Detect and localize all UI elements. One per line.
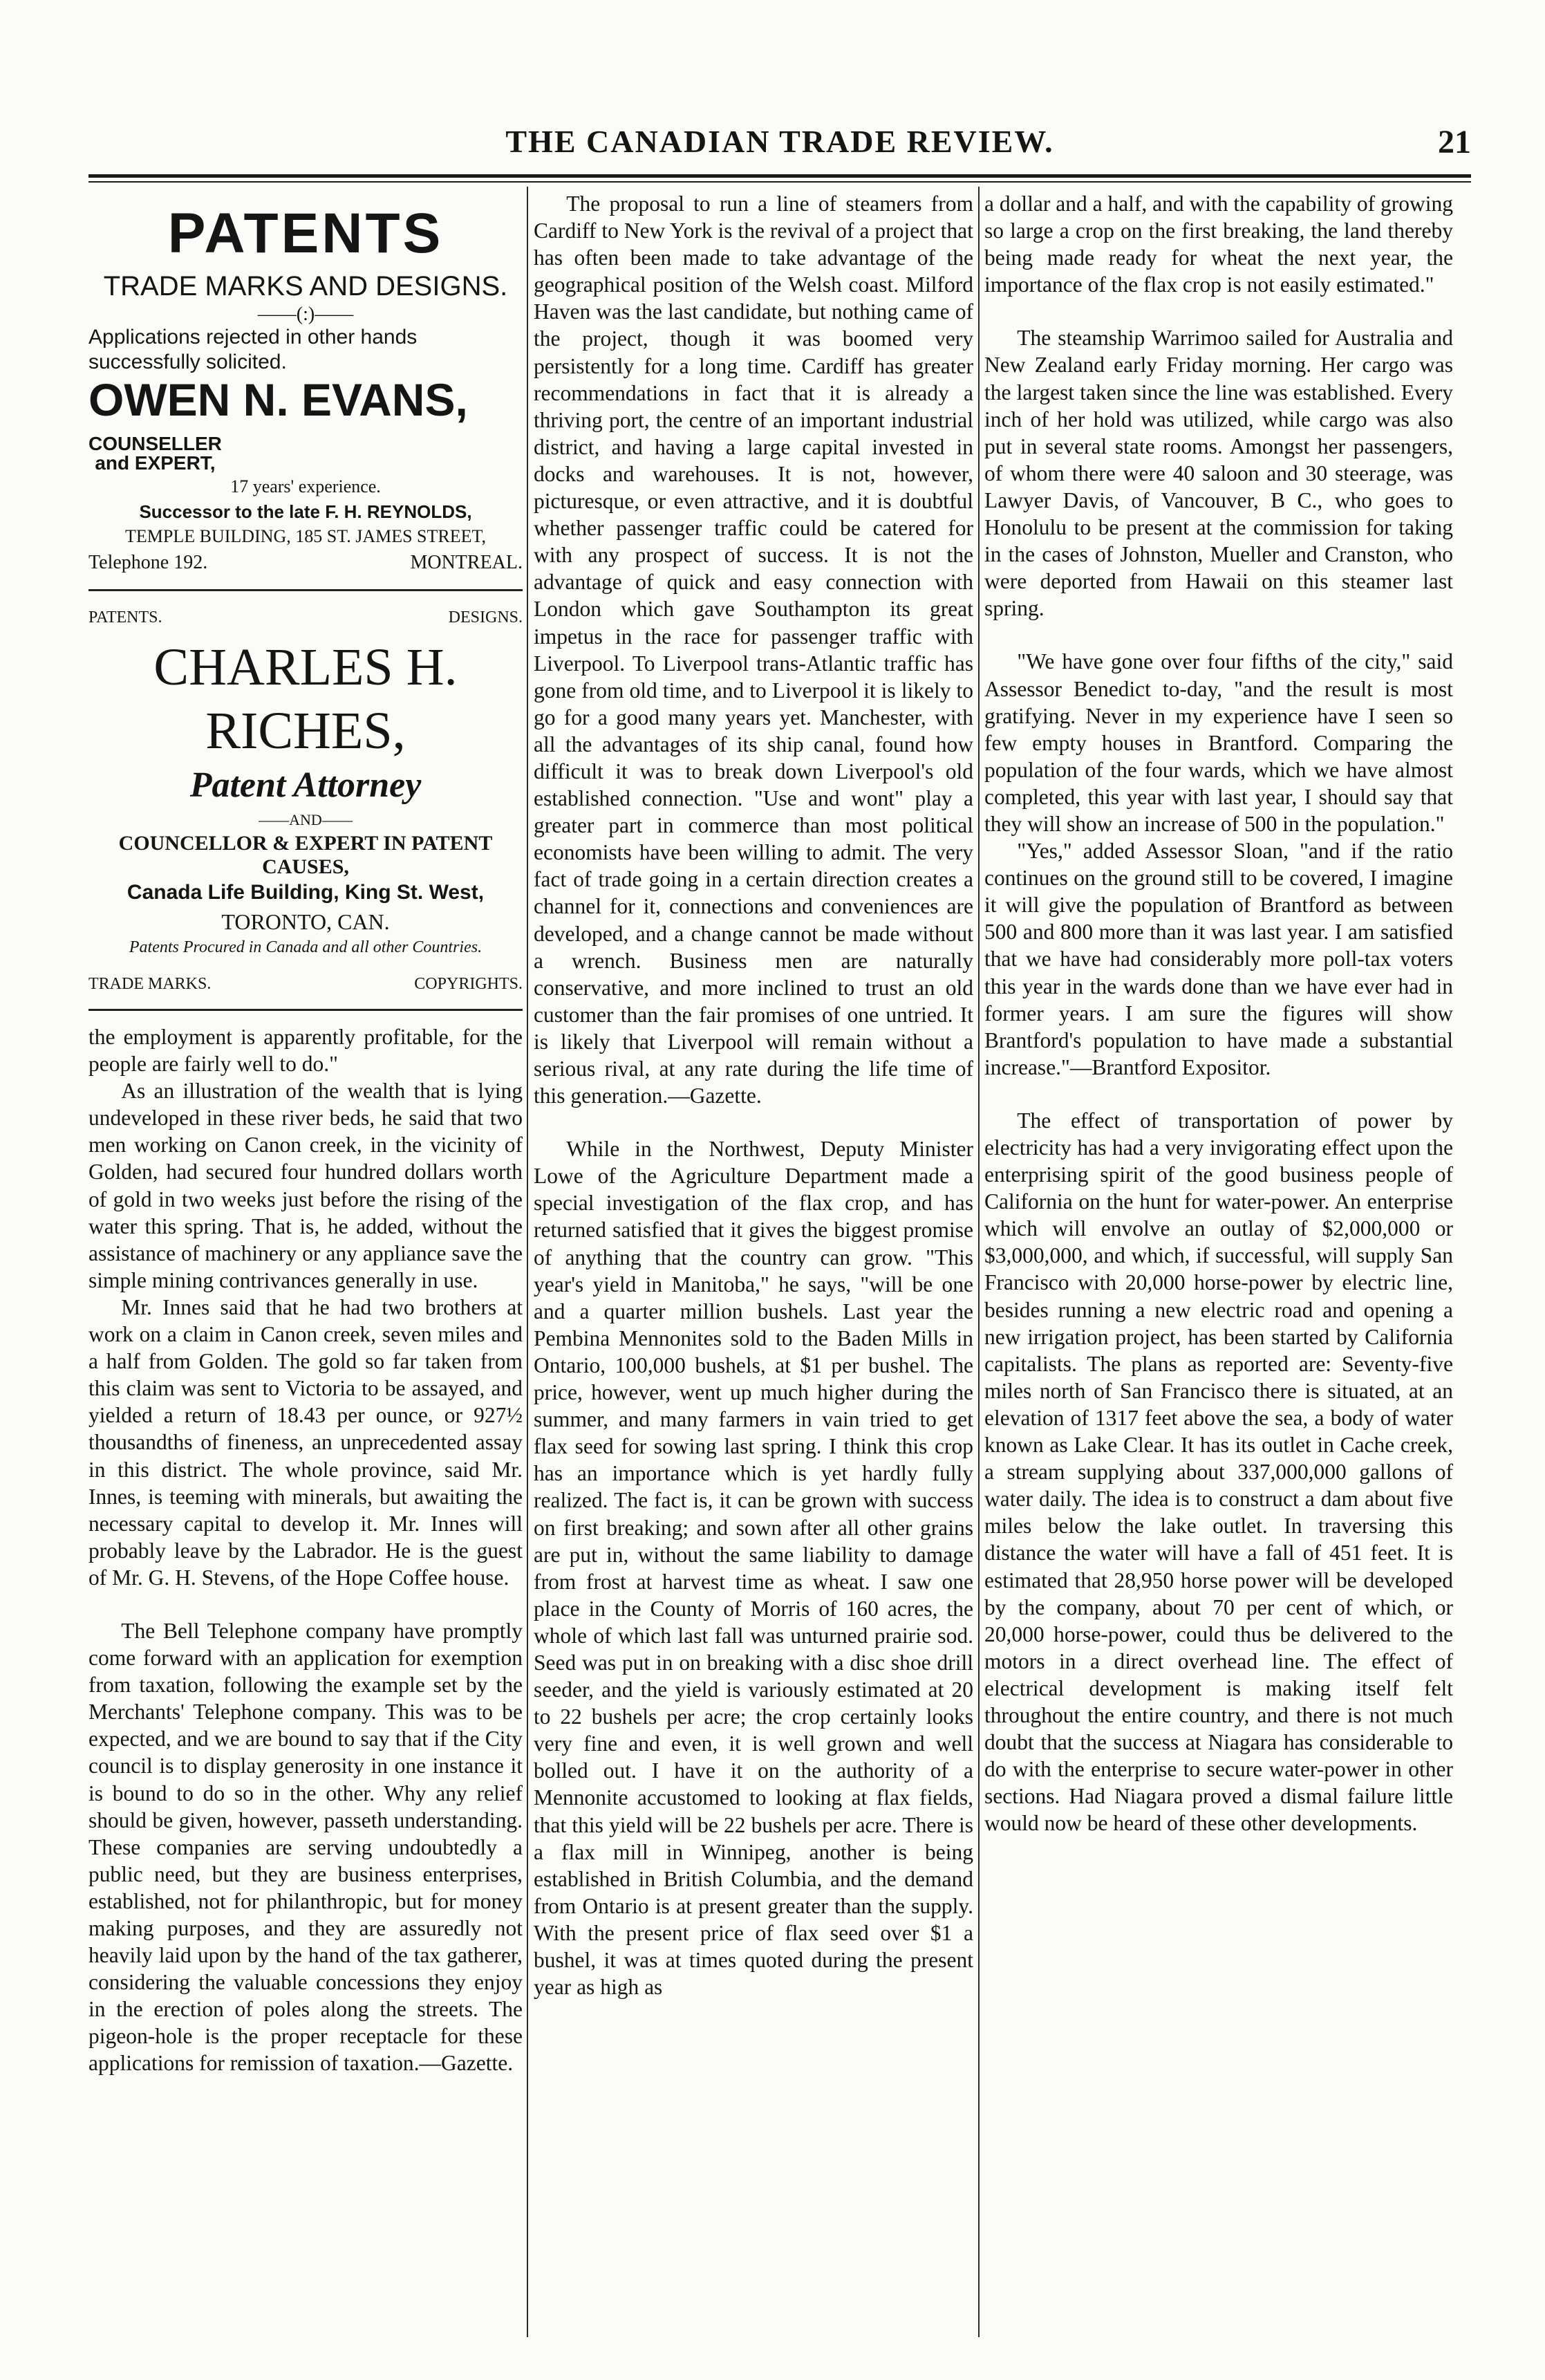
ad-address: TEMPLE BUILDING, 185 ST. JAMES STREET, <box>125 526 486 546</box>
ad-experience: 17 years' experience. <box>230 476 381 496</box>
ad-designs-label: DESIGNS. <box>448 608 523 626</box>
ad-divider <box>88 589 523 591</box>
page-number: 21 <box>1438 124 1471 160</box>
ad-patent-attorney: Patent Attorney <box>189 765 422 805</box>
column-2 <box>534 190 973 2000</box>
ad-contact-row <box>88 549 523 577</box>
ad-procured: Patents Procured in Canada and all other Countries. <box>129 938 483 956</box>
ad-successor: Successor to the late F. H. REYNOLDS, <box>139 501 472 522</box>
advertisement-evans <box>88 199 523 1011</box>
paragraph: "Yes," added Assessor Sloan, "and if the ratio continues on the ground still to be covered, I imagine it will give the population of Brantford as between 500 and 800 more than it was last year. I am satisfied that we have had considerably more poll-tax voters this year in the wards done than we have ever had in former years. I am sure the figures will show Brantford's population to have made a substantial increase."—Brantford Expositor. <box>984 839 1453 1079</box>
paragraph: The steamship Warrimoo sailed for Australia and New Zealand early Friday morning. Her cargo was the largest taken since the line was established. Every inch of her hold was utilized, while cargo was also put in several state rooms. Amongst her passengers, of whom there were 40 saloon and 30 steerage, was Lawyer Davis, of Vancouver, B C., who goes to Honolulu to be present at the commission for taking in the cases of Johnston, Mueller and Cranston, who were deported from Hawaii on this steamer last spring. <box>984 326 1453 621</box>
ad-telephone: Telephone 192. <box>88 552 208 573</box>
column-divider <box>978 187 980 2337</box>
paragraph: "We have gone over four fifths of the city," said Assessor Benedict to-day, "and the result is most gratifying. Never in my experience have I seen so few empty houses in Brantford. Comparing the population of the four wards, which we have almost completed, this year with last year, I should say that they will show an increase of 500 in the population." <box>984 649 1453 836</box>
ad-charles-name: CHARLES H. RICHES, <box>153 638 458 760</box>
column-3 <box>984 190 1453 1837</box>
journal-title: THE CANADIAN TRADE REVIEW. <box>505 124 1054 159</box>
header-rule <box>88 174 1471 178</box>
running-header <box>88 123 1471 165</box>
ad-copyrights-label: COPYRIGHTS. <box>414 975 523 993</box>
paragraph: As an illustration of the wealth that is lying undeveloped in these river beds, he said that two men working on Canon creek, in the vicinity of Golden, had secured four hundred dollars worth of gold in two weeks just before the rising of the water this spring. That is, he added, without the assistance of machinery or any appliance save the simple mining contrivances generally in use. <box>88 1079 523 1292</box>
paragraph: the employment is apparently profitable, for the people are fairly well to do." <box>88 1025 523 1077</box>
ad-rejected: Applications rejected in other hands successfully solicited. <box>88 326 418 373</box>
paragraph: The effect of transportation of power by electricity has had a very invigorating effect upon the enterprising spirit of the good business people of California on the hunt for water-power. An enterprise which will envolve an outlay of $2,000,000 or $3,000,000, and which, if successful, will supply San Francisco with 20,000 horse-power by electric line, besides running a new electric road and opening a new irrigation project, has been started by California capitalists. The plans as reported are: Seventy-five miles north of San Francisco there is situated, at an elevation of 1317 feet above the sea, a body of water known as Lake Clear. It has its outlet in Cache creek, a stream supplying about 337,000,000 gallons of water daily. The idea is to construct a dam about five miles below the lake outlet. In traversing this distance the water will have a fall of 451 feet. It is estimated that 28,950 horse power will be developed by the company, about 70 per cent of which, or 20,000 horse-power, could thus be delivered to the motors in a direct overhead line. The effect of electrical development is making itself felt throughout the entire country, and there is not much doubt that the success at Niagara has considerable to do with the enterprise to secure water-power in other sections. Had Niagara proved a dismal failure little would now be heard of these other developments. <box>984 1108 1453 1836</box>
ad-riches-bottom-row <box>88 971 523 996</box>
paragraph: While in the Northwest, Deputy Minister Lowe of the Agriculture Department made a special investigation of the flax crop, and has returned satisfied that it gives the biggest promise of anything that the country can grow. "This year's yield in Manitoba," he says, "will be one and a quarter million bushels. Last year the Pembina Mennonites sold to the Baden Mills in Ontario, 100,000 bushels, at $1 per bushel. The price, however, went up much higher during the summer, and many farmers in vain tried to get flax seed for sowing last spring. I think this crop has an importance which is yet hardly fully realized. The fact is, it can be grown with success on first breaking; and sown after all other grains are put in, without the same liability to damage from frost at harvest time as wheat. I saw one place in the County of Morris of 160 acres, the whole of which last fall was unturned prairie sod. Seed was put in on breaking with a disc shoe drill seeder, and the yield is variously estimated at 20 to 22 bushels per acre; the crop certainly looks very fine and even, it is well grown and well bolled out. I have it on the authority of a Mennonite accustomed to looking at flax fields, that this yield will be 22 bushels per acre. There is a flax mill in Winnipeg, another is being established in British Columbia, and the demand from Ontario is at present greater than the supply. With the present price of flax seed over $1 a bushel, it was at times quoted during the present year as high as <box>534 1137 973 2000</box>
ad-trade-marks: TRADE MARKS AND DESIGNS. <box>103 271 508 301</box>
paragraph: The proposal to run a line of steamers from Cardiff to New York is the revival of a project that has often been made to take advantage of the geographical position of the Welsh coast. Milford Haven was the last candidate, but nothing came of the project, though it was boomed very persistently for a long time. Cardiff has greater recommendations in fact that it is already a thriving port, the centre of an important industrial district, and having a large capital invested in docks and warehouses. It is not, however, picturesque, or even attractive, and it is doubtful whether passenger traffic could be catered for with any prospect of success. It is not the advantage of quick and easy connection with London which gave Southampton its great impetus in the race for passenger traffic with Liverpool. To Liverpool trans-Atlantic traffic has gone from old time, and to Liverpool it is likely to go for a good many years yet. Manchester, with all the advantages of its ship canal, found how difficult it was to break down Liverpool's old established connection. "Use and wont" play a greater part in commerce than most political economists have been willing to admit. The very fact of trade going in a certain direction creates a channel for it, connections and conveniences are developed, and a change cannot be made without a wrench. Business men are naturally conservative, and more inclined to trust an old customer than the fair promises of one untried. It is likely that Liverpool will remain without a serious rival, at any rate during the life time of this generation.—Gazette. <box>534 192 973 1108</box>
ad-riches-top-row <box>88 605 523 630</box>
paragraph: a dollar and a half, and with the capability of growing so large a crop on the first breaking, the land thereby being made ready for wheat the next year, the importance of the flax crop is not easily estimated." <box>984 192 1453 297</box>
ad-city: MONTREAL. <box>410 552 523 573</box>
ad-patents-label: PATENTS. <box>88 608 162 626</box>
ad-and-label: ——AND—— <box>259 811 353 828</box>
header-rule-thin <box>88 181 1471 183</box>
ad-patents-title: PATENTS <box>167 202 444 265</box>
ad-building: Canada Life Building, King St. West, <box>127 881 485 904</box>
ad-counsellor: COUNCELLOR & EXPERT IN PATENT CAUSES, <box>118 832 493 878</box>
paragraph: Mr. Innes said that he had two brothers at work on a claim in Canon creek, seven miles and a half from Golden. The gold so far taken from this claim was sent to Victoria to be assayed, and yielded a return of 18.43 per ounce, or 927½ thousandths of fineness, an unprecedented assay in this district. The whole province, said Mr. Innes, is teeming with minerals, but awaiting the necessary capital to develop it. Mr. Innes will probably leave by the Labrador. He is the guest of Mr. G. H. Stevens, of the Hope Coffee house. <box>88 1294 523 1590</box>
ad-owen-role-2: and EXPERT, <box>95 452 216 474</box>
ad-owen-role <box>88 434 222 473</box>
ad-owen-evans <box>88 375 523 474</box>
ad-trade-marks-label: TRADE MARKS. <box>88 975 212 993</box>
ad-owen-role-1: COUNSELLER <box>88 432 222 454</box>
column-divider <box>527 187 528 2337</box>
ad-toronto: TORONTO, CAN. <box>221 909 390 934</box>
paragraph: The Bell Telephone company have promptly come forward with an application for exemption from taxation, following the example set by the Merchants' Telephone company. This was to be expected, and we are bound to say that if the City council is to display generosity in one instance it is bound to do so in the other. Why any relief should be given, however, passeth understanding. These companies are serving undoubtedly a public need, but they are business enterprises, established, not for philanthropic, but for money making purposes, and they are assuredly not heavily laid upon by the hand of the tax gatherer, considering the valuable concessions they enjoy in the erection of poles along the streets. The pigeon-hole is the proper receptacle for these applications for remission of taxation.—Gazette. <box>88 1618 523 2076</box>
ad-separator: ——(:)—— <box>257 304 354 325</box>
ad-divider <box>88 1009 523 1011</box>
column-1 <box>88 199 523 2077</box>
ad-owen-name: OWEN N. EVANS, <box>88 374 468 425</box>
